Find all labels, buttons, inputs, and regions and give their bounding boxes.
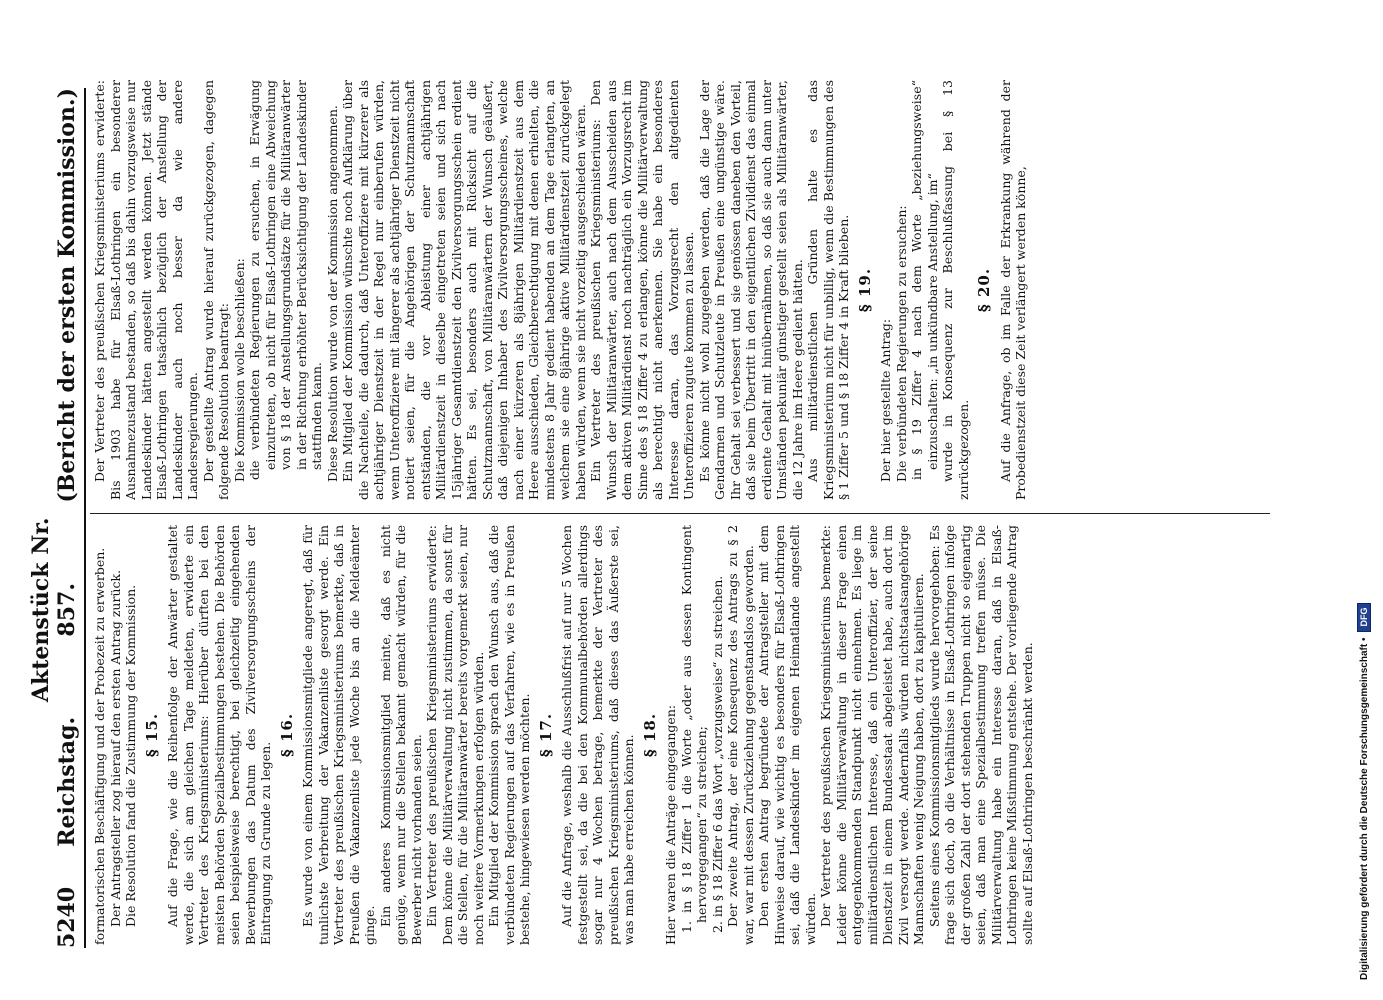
header-right: (Bericht der ersten Kommission.) [54,88,80,503]
paragraph: Die Resolution fand die Zustimmung der Kommission. [123,584,138,927]
paragraph: Der zweite Antrag, der eine Konsequenz des Antrags zu § 2 war, war mit dessen Zurückziehung gegenstandslos geworden. [725,525,756,945]
paragraph: Die verbündeten Regierungen zu ersuchen: [893,205,909,482]
section-heading-17: § 17. [536,712,555,758]
paragraph: Ein Mitglied der Kommission wünschte noch Aufklärung über die Nachteile, die dadurch, daß Unteroffiziere mit kürzerer als achtjähriger Dienstzeit in der Regel nur einberufen würden, wenn Unteroffiziere mit längerer als achtjähriger Dienstzeit nicht notiert seien, für die Angehörigen der Schutzmannschaft entständen, die vor Ableistung einer achtjährigen Militärdienstzeit in dieselbe eingetreten seien und sich nach 15jähriger Gesamtdienstzeit den Zivilversorgungsschein erdient hätten. Es sei, besonders auch mit Rücksicht auf die Schutzmannschaft, von Militäranwärtern der Wunsch geäußert, daß diejenigen Inhaber des Zivilversorgungsscheines, welche nach einer kürzeren als 8jährigen Militärdienstzeit aus dem Heere ausschieden, Gleichberechtigung mit denen erhielten, die mindestens 8 Jahr gedient habenden an dem Tage erlangten, an welchem sie eine 8jährige aktive Militärdienstzeit zurückgelegt haben würden, wenn sie nicht vorzeitig ausgeschieden wären. [340,80,588,500]
section-heading-19: § 19. [855,267,874,313]
paragraph: Der Vertreter des preußischen Kriegsministeriums erwiderte: Bis 1903 habe für Elsaß-Lothringen ein besonderer Ausnahmezustand bestanden, so daß bis dahin vorzugsweise nur Landeskinder hätten angestellt werden können. Jetzt stände Elsaß-Lothringen tatsächlich bezüglich der Anstellung der Landeskinder auch noch besser da wie andere Landesregierungen. [92,80,200,500]
paragraph: Seitens eines Kommissionsmitglieds wurde hervorgehoben: Es frage sich doch, ob die Verhältnisse in Elsaß-Lothringen infolge der großen Zahl der dort stehenden Truppen nicht so eigenartig seien, daß man eine Spezialbestimmung treffen müsse. Die Militärverwaltung habe ein Interesse daran, daß in Elsaß-Lothringen keine Mißstimmung entstehe. Der vorliegende Antrag sollte auf Elsaß-Lothringen beschränkt werden. [926,525,1035,945]
paragraph: Aus militärdienstlichen Gründen halte es das Kriegsministerium nicht für unbillig, wenn die Bestimmungen des § 1 Ziffer 5 und § 18 Ziffer 4 in Kraft blieben. [805,80,851,500]
section-heading-20: § 20. [975,267,993,313]
paragraph: Diese Resolution wurde von der Kommission angenommen. [324,105,340,482]
paragraph: Der hier gestellte Antrag: [878,318,893,482]
left-column [92,525,1282,945]
paragraph: Auf die Anfrage, ob im Falle der Erkrankung während der Probedienstzeit diese Zeit verlängert werden könne, [997,80,1028,500]
dfg-logo: DFG [1357,603,1371,632]
paragraph: Der Vertreter des preußischen Kriegsministeriums bemerkte: Leider könne die Militärverwaltung in dieser Frage einen entgegenkommenden Standpunkt nicht einnehmen. Es liege im militärdienstlichen Interesse, daß ein Unteroffizier, der seine Dienstzeit in einem Bundesstaat abgeleistet habe, auch dort im Zivil versorgt werde. Andernfalls würden nichtstaatsangehörige Mannschaften wenig Neigung haben, dort zu kapitulieren. [818,525,926,945]
page-number: 5240 [54,886,80,948]
motion-quote: in § 19 Ziffer 4 nach dem Worte „beziehungsweise“ einzuschalten: „in unkündbare Anstellung, im“ [909,80,940,480]
resolution-quote: die verbündeten Regierungen zu ersuchen, in Erwägung einzutreten, ob nicht für Elsaß-Lothringen eine Abweichung von § 18 der Anstellungsgrundsätze für die Militäranwärter in der Richtung erhöhter Berücksichtigung der Landeskinder stattfinden kann. [247,80,324,480]
stamp-text: Digitalisierung gefördert durch die Deutsche Forschungsgemeinschaft • [1358,637,1370,980]
list-item: 1. in § 18 Ziffer 1 die Worte „oder aus dessen Kontingent hervorgegangen“ zu streichen; [678,525,709,933]
paragraph: Der Antragsteller zog hierauf den ersten Antrag zurück. [107,569,123,927]
paragraph: Es könne nicht wohl zugegeben werden, daß die Lage der Gendarmen und Schutzleute in Preußen eine ungünstige wäre. Ihr Gehalt sei verbessert und sie genössen daneben den Vorteil, daß sie beim Übertritt in den eigentlichen Zivildienst das einmal erdiente Gehalt mit hinübernähmen, so daß sie auch dann unter Umständen pekuniär günstiger gestellt seien als Militäranwärter, die 12 Jahre im Heere gedient hätten. [696,80,805,500]
paragraph: Auf die Frage, wie die Reihenfolge der Anwärter gestaltet werde, die sich am gleichen Tage meldeten, erwiderte ein Vertreter des Kriegsministeriums: Hierüber dürften bei den meisten Behörden Spezialbestimmungen bestehen. Die Behörden seien beispielsweise berechtigt, bei gleichzeitig eingehenden Bewerbungen das Datum des Zivilversorgungsscheins der Eintragung zu Grunde zu legen. [165,525,273,945]
section-heading-18: § 18. [640,712,659,758]
paragraph: wurde in Konsequenz zur Beschlußfassung bei § 13 zurückgezogen. [940,80,971,500]
paragraph: Die Kommission wolle beschließen: [231,258,247,482]
section-heading-16: § 16. [277,712,296,758]
right-column [92,80,1282,500]
digitization-stamp [1350,20,1380,980]
column-divider [90,513,1270,514]
paragraph: Es wurde von einem Kommissionsmitgliede angeregt, daß für tunlichste Verbreitung der Vakanzenliste gesorgt werde. Ein Vertreter des preußischen Kriegsministeriums bemerkte, daß in Preußen die Vakanzenliste jede Woche bis an die Meldeämter ginge. [300,525,377,945]
paragraph: Auf die Anfrage, weshalb die Ausschlußfrist auf nur 5 Wochen festgestellt sei, da die bei den Kommunalbehörden allerdings sogar nur 4 Wochen betrage, bemerkte der Vertreter des preußischen Kriegsministeriums, daß dieses das Äußerste sei, was man habe erreichen können. [559,525,636,945]
section-heading-15: § 15. [142,712,161,758]
paragraph: Den ersten Antrag begründete der Antragsteller mit dem Hinweise darauf, wie wichtig es besonders für Elsaß-Lothringen sei, daß die Landeskinder im eigenen Heimatlande angestellt würden. [756,525,818,945]
paragraph: Hier waren die Anträge eingegangen: [663,704,678,945]
paragraph: Ein anderes Kommissionsmitglied meinte, daß es nicht genüge, wenn nur die Stellen bekannt gemacht würden, für die Bewerber nicht vorhanden seien. [377,525,424,945]
header-center: Aktenstück Nr. 857. [28,517,80,703]
paragraph: formatorischen Beschäftigung und der Probezeit zu erwerben. [92,547,107,945]
paragraph: Ein Vertreter des preußischen Kriegsministeriums: Den Wunsch der Militäranwärter, auch nach dem Ausscheiden aus dem aktiven Militärdienst noch nachträglich ein Vorzugsrecht im Sinne des § 18 Ziffer 4 zu erlangen, könne die Militärverwaltung als berechtigt nicht anerkennen. Sie habe ein besonderes Interesse daran, das Vorzugsrecht den altgedienten Unteroffizieren zugute kommen zu lassen. [588,80,696,500]
paragraph: Ein Mitglied der Kommission sprach den Wunsch aus, daß die verbündeten Regierungen auf das Verfahren, wie es in Preußen bestehe, hingewiesen werden möchten. [486,525,532,945]
paragraph: Der gestellte Antrag wurde hierauf zurückgezogen, dagegen folgende Resolution beantragt: [200,80,231,500]
paragraph: Ein Vertreter des preußischen Kriegsministeriums erwiderte: Dem könne die Militärverwaltung nicht zustimmen, da sonst für die Stellen, für die Militäranwärter bereits vorgemerkt seien, nur noch weitere Vormerkungen erfolgen würden. [424,525,486,945]
header-left: Reichstag. [54,716,80,847]
list-item: 2. in § 18 Ziffer 6 das Wort „vorzugsweise“ zu streichen. [709,575,725,933]
page-header [28,88,86,948]
